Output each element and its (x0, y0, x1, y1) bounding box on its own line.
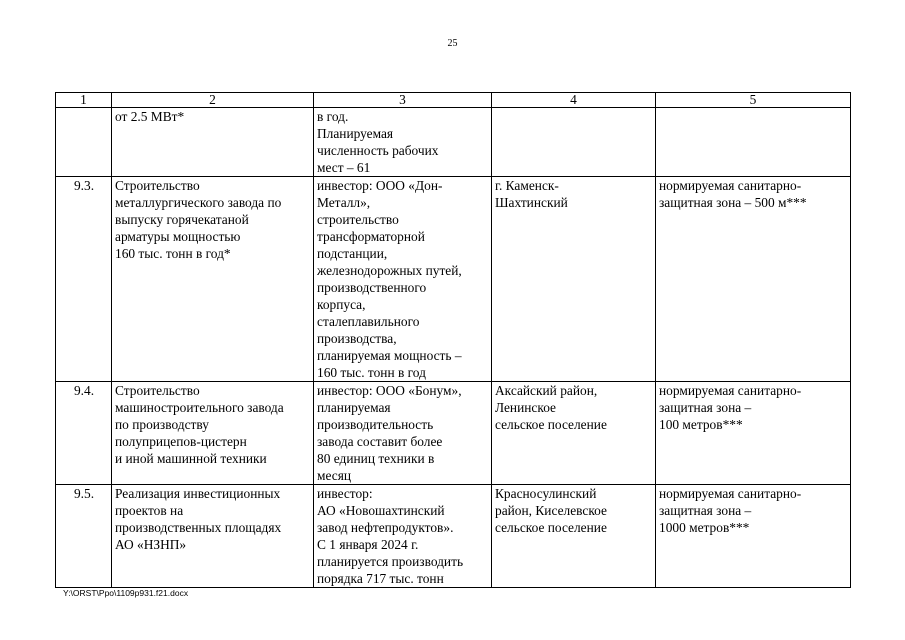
row-number-cell (56, 108, 112, 177)
cell-text-line: Металл», (317, 195, 371, 210)
project-name-cell (112, 177, 314, 382)
cell-text-line: производственных площадях (115, 520, 282, 535)
project-name-cell (112, 382, 314, 485)
cell-text-line: численность рабочих (317, 143, 439, 158)
header-row (56, 93, 851, 108)
table-row (56, 485, 851, 588)
cell-text-line: производительность (317, 417, 434, 432)
cell-text-line: нормируемая санитарно- (659, 486, 802, 501)
cell-text-line: мест – 61 (317, 160, 371, 175)
cell-text-line: проектов на (115, 503, 184, 518)
cell-text-line: 80 единиц техники в (317, 451, 435, 466)
location-cell (492, 108, 656, 177)
cell-text-line: Реализация инвестиционных (115, 486, 281, 501)
investor-details-cell (314, 382, 492, 485)
project-table (55, 92, 851, 588)
row-number-cell: 9.5. (56, 485, 112, 588)
cell-text-line: сталеплавильного (317, 314, 420, 329)
cell-text-line: Красносулинский (495, 486, 597, 501)
cell-text-line: защитная зона – (659, 400, 752, 415)
cell-text-line: планируемая мощность – (317, 348, 462, 363)
cell-text-line: трансформаторной (317, 229, 425, 244)
cell-text-line: по производству (115, 417, 209, 432)
cell-text-line: Аксайский район, (495, 383, 598, 398)
cell-text-line: защитная зона – 500 м*** (659, 195, 807, 210)
cell-text-line: подстанции, (317, 246, 388, 261)
investor-details-cell (314, 177, 492, 382)
project-name-cell (112, 485, 314, 588)
sanitary-zone-cell (656, 485, 851, 588)
header-cell-5: 5 (656, 93, 851, 108)
file-path-footer: Y:\ORST\Ppo\1109p931.f21.docx (63, 588, 189, 598)
cell-text-line: и иной машинной техники (115, 451, 267, 466)
cell-text-line: Шахтинский (495, 195, 568, 210)
cell-text-line: инвестор: ООО «Бонум», (317, 383, 462, 398)
cell-text-line: сельское поселение (495, 417, 607, 432)
cell-text-line: арматуры мощностью (115, 229, 241, 244)
cell-text-line: планируемая (317, 400, 391, 415)
investor-details-cell (314, 485, 492, 588)
cell-text-line: Строительство (115, 383, 200, 398)
cell-text-line: порядка 717 тыс. тонн (317, 571, 444, 586)
location-cell (492, 382, 656, 485)
investor-details-cell (314, 108, 492, 177)
table-row (56, 382, 851, 485)
sanitary-zone-cell (656, 382, 851, 485)
header-cell-3: 3 (314, 93, 492, 108)
cell-text-line: Планируемая (317, 126, 394, 141)
cell-text-line: 160 тыс. тонн в год* (115, 246, 231, 261)
cell-text-line: защитная зона – (659, 503, 752, 518)
header-cell-4: 4 (492, 93, 656, 108)
cell-text-line: месяц (317, 468, 352, 483)
cell-text-line: машиностроительного завода (115, 400, 284, 415)
project-name-cell (112, 108, 314, 177)
cell-text-line: производства, (317, 331, 397, 346)
cell-text-line: полуприцепов-цистерн (115, 434, 247, 449)
cell-text-line: завод нефтепродуктов». (317, 520, 454, 535)
cell-text-line: С 1 января 2024 г. (317, 537, 419, 552)
header-cell-2: 2 (112, 93, 314, 108)
row-number-cell: 9.3. (56, 177, 112, 382)
sanitary-zone-cell (656, 108, 851, 177)
cell-text-line: в год. (317, 109, 349, 124)
cell-text-line: железнодорожных путей, (317, 263, 462, 278)
cell-text-line: г. Каменск- (495, 178, 559, 193)
cell-text-line: нормируемая санитарно- (659, 178, 802, 193)
cell-text-line: 1000 метров*** (659, 520, 750, 535)
cell-text-line: Строительство (115, 178, 200, 193)
cell-text-line: 160 тыс. тонн в год (317, 365, 426, 380)
cell-text-line: выпуску горячекатаной (115, 212, 249, 227)
cell-text-line: завода составит более (317, 434, 443, 449)
table-row (56, 108, 851, 177)
cell-text-line: 100 метров*** (659, 417, 743, 432)
cell-text-line: инвестор: ООО «Дон- (317, 178, 443, 193)
header-cell-1: 1 (56, 93, 112, 108)
sanitary-zone-cell (656, 177, 851, 382)
cell-text-line: металлургического завода по (115, 195, 282, 210)
location-cell (492, 485, 656, 588)
cell-text-line: район, Киселевское (495, 503, 607, 518)
cell-text-line: корпуса, (317, 297, 366, 312)
cell-text-line: строительство (317, 212, 399, 227)
cell-text-line: нормируемая санитарно- (659, 383, 802, 398)
row-number-cell: 9.4. (56, 382, 112, 485)
cell-text-line: АО «Новошахтинский (317, 503, 445, 518)
cell-text-line: производственного (317, 280, 427, 295)
cell-text-line: планируется производить (317, 554, 464, 569)
page-number: 25 (447, 38, 458, 49)
cell-text-line: Ленинское (495, 400, 557, 415)
table-row (56, 177, 851, 382)
cell-text-line: инвестор: (317, 486, 373, 501)
cell-text-line: АО «НЗНП» (115, 537, 187, 552)
cell-text-line: сельское поселение (495, 520, 607, 535)
cell-text-line: от 2.5 МВт* (115, 109, 185, 124)
location-cell (492, 177, 656, 382)
